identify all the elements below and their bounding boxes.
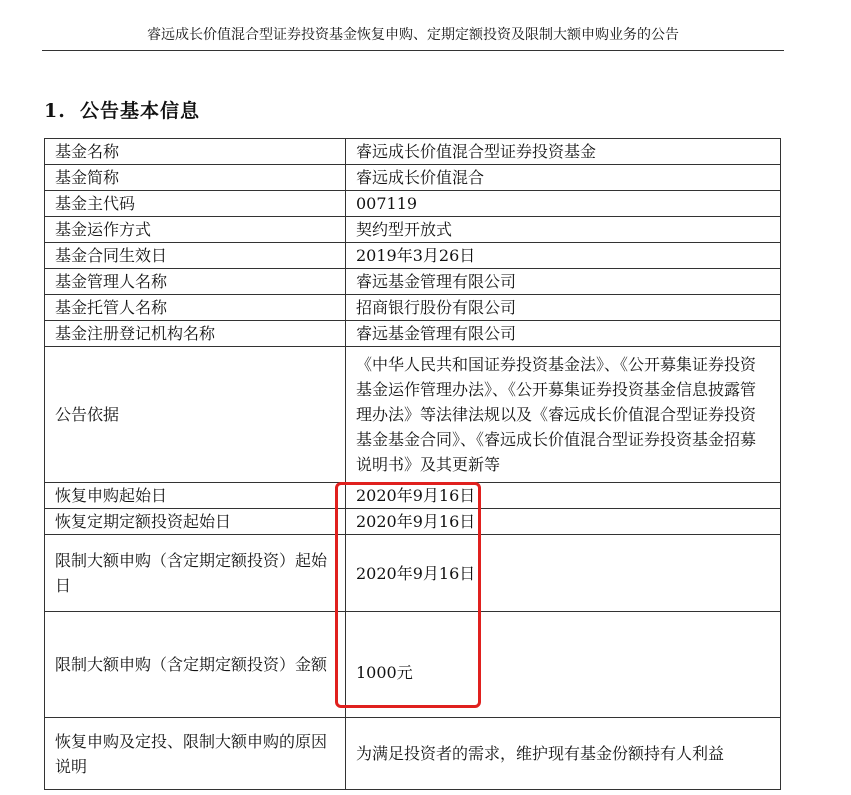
- table-row: [45, 191, 781, 217]
- row-value: 睿远基金管理有限公司: [346, 269, 781, 295]
- table-row: [45, 243, 781, 269]
- row-value: 1000元: [346, 612, 781, 718]
- row-value: 2020年9月16日: [346, 483, 781, 509]
- table-row: [45, 217, 781, 243]
- row-value: 睿远基金管理有限公司: [346, 321, 781, 347]
- row-key: 限制大额申购（含定期定额投资）起始日: [45, 535, 346, 612]
- row-key: 基金运作方式: [45, 217, 346, 243]
- table-row: [45, 321, 781, 347]
- row-value: 招商银行股份有限公司: [346, 295, 781, 321]
- row-value: 2019年3月26日: [346, 243, 781, 269]
- table-row: [45, 165, 781, 191]
- row-value: 007119: [346, 191, 781, 217]
- row-key: 基金托管人名称: [45, 295, 346, 321]
- row-value: 为满足投资者的需求，维护现有基金份额持有人利益: [346, 718, 781, 790]
- row-value: 契约型开放式: [346, 217, 781, 243]
- table-row: [45, 269, 781, 295]
- row-value: 2020年9月16日: [346, 509, 781, 535]
- row-value: 睿远成长价值混合型证券投资基金: [346, 139, 781, 165]
- row-key: 基金管理人名称: [45, 269, 346, 295]
- table-row: [45, 295, 781, 321]
- row-value: 睿远成长价值混合: [346, 165, 781, 191]
- section-title: 公告基本信息: [80, 100, 201, 122]
- section-number: 1.: [44, 100, 66, 122]
- row-key: 基金名称: [45, 139, 346, 165]
- row-key: 基金注册登记机构名称: [45, 321, 346, 347]
- row-value: 《中华人民共和国证券投资基金法》、《公开募集证券投资基金运作管理办法》、《公开募集证券投资基金信息披露管理办法》等法律法规以及《睿远成长价值混合型证券投资基金基金合同》、《睿远成长价值混合型证券投资基金招募说明书》及其更新等: [346, 347, 781, 483]
- header-title: 睿远成长价值混合型证券投资基金恢复申购、定期定额投资及限制大额申购业务的公告: [147, 27, 679, 43]
- section-heading: [44, 96, 200, 123]
- row-key: 恢复定期定额投资起始日: [45, 509, 346, 535]
- document-header: [42, 20, 784, 51]
- table-row: [45, 347, 781, 483]
- row-key: 基金主代码: [45, 191, 346, 217]
- row-value: 2020年9月16日: [346, 535, 781, 612]
- row-key: 恢复申购及定投、限制大额申购的原因说明: [45, 718, 346, 790]
- red-highlight-box: [335, 482, 481, 708]
- row-key: 公告依据: [45, 347, 346, 483]
- row-key: 恢复申购起始日: [45, 483, 346, 509]
- row-key: 基金合同生效日: [45, 243, 346, 269]
- table-row: [45, 139, 781, 165]
- row-key: 基金简称: [45, 165, 346, 191]
- table-row: [45, 718, 781, 790]
- row-key: 限制大额申购（含定期定额投资）金额: [45, 612, 346, 718]
